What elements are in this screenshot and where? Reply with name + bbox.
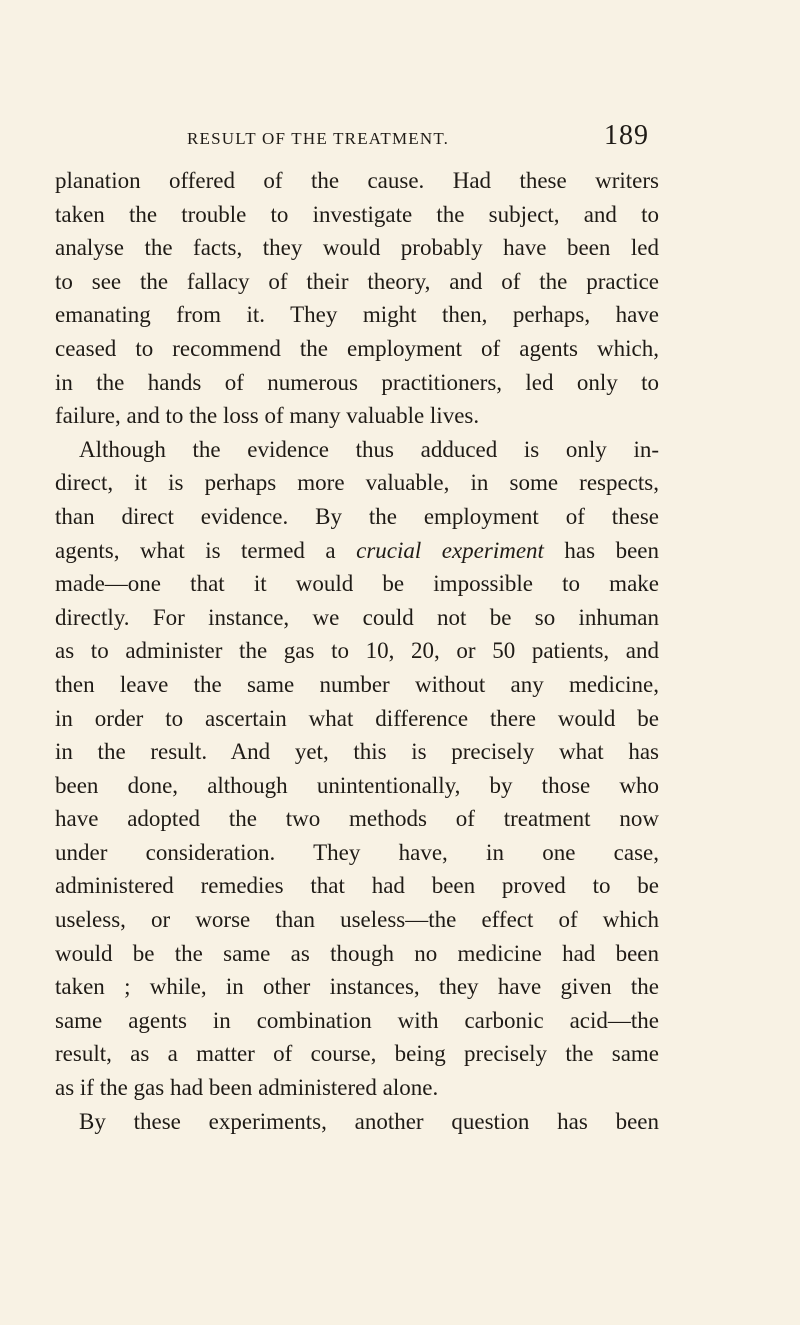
text-fragment: has been <box>543 537 660 563</box>
text-line: to see the fallacy of their theory, and of the practice <box>55 268 659 294</box>
running-header <box>175 116 655 156</box>
body-text <box>55 164 659 1138</box>
text-line: then leave the same number without any medicine, <box>55 671 659 697</box>
text-line: failure, and to the loss of many valuable lives. <box>55 403 480 429</box>
text-line: result, as a matter of course, being precisely the same <box>55 1041 659 1067</box>
text-line: made—one that it would be impossible to make <box>55 571 659 597</box>
text-fragment: agents, what is termed a <box>55 537 357 563</box>
text-line: same agents in combination with carbonic acid—the <box>55 1007 659 1033</box>
text-line: been done, although unintentionally, by those who <box>55 772 659 798</box>
text-line: would be the same as though no medicine had been <box>55 940 659 966</box>
page-number: 189 <box>604 120 649 151</box>
text-line: as if the gas had been administered alone. <box>55 1075 439 1101</box>
text-line: analyse the facts, they would probably have been led <box>55 235 659 261</box>
text-line: planation offered of the cause. Had these writers <box>55 168 659 193</box>
text-line: directly. For instance, we could not be so inhuman <box>55 604 659 630</box>
text-line: taken ; while, in other instances, they have given the <box>55 974 659 1000</box>
running-title: RESULT OF THE TREATMENT. <box>187 129 450 148</box>
text-line: taken the trouble to investigate the subject, and to <box>55 201 659 227</box>
text-line: direct, it is perhaps more valuable, in some respects, <box>55 470 659 496</box>
text-line: in order to ascertain what difference there would be <box>55 705 659 731</box>
italic-phrase: crucial experiment <box>356 537 544 563</box>
text-line: under consideration. They have, in one case, <box>55 839 659 865</box>
text-line: in the result. And yet, this is precisely what has <box>55 739 659 765</box>
text-line: ceased to recommend the employment of agents which, <box>55 335 659 361</box>
text-line: as to administer the gas to 10, 20, or 50 patients, and <box>55 638 659 664</box>
text-line: than direct evidence. By the employment of these <box>55 503 659 529</box>
text-line: emanating from it. They might then, perhaps, have <box>55 302 659 328</box>
text-line: useless, or worse than useless—the effect of which <box>55 907 659 933</box>
text-line-with-italic <box>55 534 659 568</box>
text-line: have adopted the two methods of treatment now <box>55 806 659 832</box>
text-line: in the hands of numerous practitioners, led only to <box>55 369 659 395</box>
text-line: administered remedies that had been proved to be <box>55 873 659 899</box>
text-line: Although the evidence thus adduced is only in- <box>79 436 659 462</box>
text-line: By these experiments, another question has been <box>79 1108 659 1134</box>
